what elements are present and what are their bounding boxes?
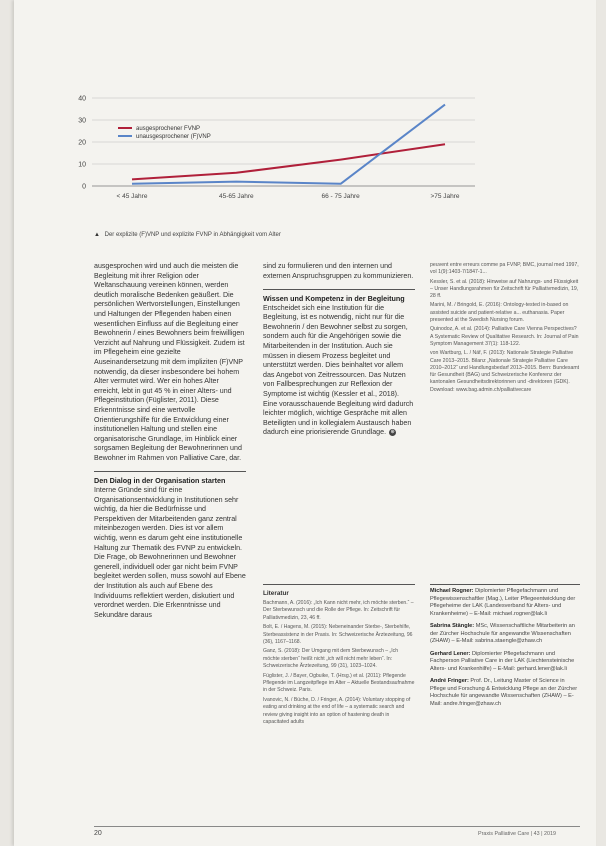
text-column-1: [94, 262, 246, 620]
author-text: Diplomierter Pflegefachmann und Fachperson Palliative Care in der LAK (Liechtensteinische Alters- und Krankenhilfe) – E-Mail: gerhard.lener@lak.li: [430, 650, 575, 672]
author-text: MSc, Wissenschaftliche Mitarbeiterin an der Zürcher Hochschule für angewandte Wissenschaften (ZHAW) – E-Mail: sabrina.staengle@zhaw.ch: [430, 623, 575, 644]
section-rule: [430, 584, 580, 585]
section-rule: [263, 584, 415, 585]
footer-rule: [94, 826, 580, 827]
journal-name: Praxis Palliative Care | 43 | 2019: [477, 831, 556, 837]
page-number: 20: [94, 830, 102, 837]
chart-svg: [70, 88, 490, 218]
x-tick-label: >75 Jahre: [430, 193, 460, 200]
author-name: Gerhard Lener:: [430, 650, 471, 657]
y-tick-label: 0: [82, 183, 86, 191]
section-rule: [263, 289, 415, 290]
document-page: [14, 0, 596, 846]
author-info: [430, 584, 580, 713]
author-text: Diplomierter Pflegefachmann und Pflegewissenschaftler (Mag.), Leiter Pflegeentwicklung der Pflegeheime der LAK (Landesverband für Alters- und Krankenheime) – E-Mail: michael.rogner@lak.li: [430, 588, 576, 617]
line-chart: [70, 88, 490, 218]
author-entry: [430, 651, 580, 674]
reference-entry: Kessler, S. et al. (2018): Hinweise auf Nahrungs- und Flüssigkeit – Unser Handlungsrahmen für Zeitschrift für Palliativmedizin, 19, 28 ff.: [430, 278, 579, 300]
legend-label: unausgesprochener (F)VNP: [136, 134, 211, 141]
section-heading-knowledge: Wissen und Kompetenz in der Begleitung: [263, 294, 405, 304]
section-heading-dialog: Den Dialog in der Organisation starten: [94, 476, 226, 486]
literature-entry: Ivanovic, N. / Büche, D. / Fringer, A. (2014): Voluntary stopping of eating and drinking at the end of life – a systematic search and review giving insight into an option of hastening death in capacitated adults: [263, 696, 411, 726]
text-column-2: [263, 262, 415, 438]
chart-series: [132, 105, 445, 184]
literature-section: [263, 584, 415, 729]
reference-entry: peuvent entre erreurs comme pa FVNP, BMC, journal med 1997, vol 1(9):1403-7/1847-1...: [430, 262, 579, 276]
author-entry: [430, 678, 580, 708]
paragraph: Interne Gründe sind für eine Organisationsentwicklung in Institutionen sehr wichtig, da hier die Bedürfnisse und Perspektiven der Mitarbeitenden ganz zentral miteinbezogen werden. Dies ist vor allem wichtig, wenn es darum geht eine institutionelle Haltung zur Thematik des FVNP zu entwickeln. Die Frage, ob Bewohnerinnen und Bewohner generell, individuell oder gar nicht beim FVNP begleitet werden sollen, muss sowohl auf Ebene der Institution als auch auf Ebene des Individuums reflektiert werden, diskutiert und verordnet werden. Die Erkenntnisse und Sekundäre daraus: [94, 485, 246, 619]
chart-legend: [118, 126, 211, 140]
y-tick-label: 20: [78, 139, 86, 147]
literature-heading: Literatur: [263, 590, 289, 597]
series-line-1: [132, 144, 445, 179]
y-tick-label: 10: [78, 161, 86, 169]
x-tick-label: 45-65 Jahre: [218, 193, 254, 200]
series-line-2: [132, 105, 445, 184]
legend-label: ausgesprochener FVNP: [136, 126, 201, 133]
caption-marker: ▲: [94, 232, 100, 238]
literature-entry: Füglister, J. / Bayer, Ogbuike, T. (Hrsg.) et al. (2011): Pflegende Pflegende im Langzeitpflege im Alter – Aktuelle Bestandsaufnahme in der Schweiz. Paris.: [263, 672, 415, 694]
y-tick-labels: [78, 96, 86, 191]
caption-text: Der explizite (F)VNP und explizite FVNP in Abhängigkeit vom Alter: [104, 232, 281, 238]
x-tick-labels: [117, 193, 460, 200]
y-tick-label: 40: [78, 95, 86, 103]
reference-entry: von Wartburg, L. / Näf, F. (2013): Nationale Strategie Palliative Care 2013–2015. Bilanz „Nationale Strategie Palliative Care 2010–2012“ und Handlungsbedarf 2013–2015. Bern: Bundesamt für Gesundheit (BAG) und Schweizerische Konferenz der kantonalen Gesundheitsdirektorinnen und -direktoren (GDK). Download: www.bag.admin.ch/palliativecare: [430, 350, 580, 393]
paragraph: sind zu formulieren und den internen und externen Anspruchsgruppen zu kommunizieren.: [263, 262, 414, 280]
section-rule: [94, 471, 246, 472]
author-entry: [430, 588, 580, 618]
author-text: Prof. Dr., Leitung Master of Science in Pflege und Forschung & Entwicklung Pflege an der Zürcher Hochschule für angewandte Wissenschaften (ZHAW) – E-Mail: andre.fringer@zhaw.ch: [430, 678, 578, 707]
literature-entry: Bolt, E. / Hagens, M. (2015): Nebeneinander Sterbe-, Sterbehilfe, Sterbeassistenz in der Praxis. In: Schweizerische Ärztezeitung, 96 (36), 1167–1168.: [263, 624, 413, 646]
author-name: Michael Rogner:: [430, 588, 474, 594]
reference-entry: Quinodoz, A. et al. (2014): Palliative Care Vienna Perspectives? A Systematic Review of Qualitative Research. In: Journal of Pain Symptom Management 37(1): 118-122.: [430, 326, 579, 347]
x-tick-label: 66 - 75 Jahre: [321, 193, 360, 200]
reference-entry: Marini, M. / Bringold, E. (2016): Ontology-tested in-based on assisted suicide and patient-relative a... euthanasia. Paper presented at the Swedish Nursing forum.: [430, 302, 569, 324]
literature-entry: Bachmann, A. (2016): „Ich Kann nicht mehr, ich möchte sterben.“ – Der Sterbewunsch und die Rolle der Pflege. In: Zeitschrift für Palliativmedizin, 23, 46 ff.: [263, 600, 414, 621]
chart-grid: [92, 98, 475, 186]
paragraph-text: Entscheidet sich eine Institution für die Begleitung, ist es notwendig, nicht nur für die Bewohnerin / den Bewohner selbst zu sorgen, sondern auch für die Angehörigen sowie die Mitarbeitenden in der Institution. Auch sie müssen in diesem Prozess begleitet und unterstützt werden. Dies beinhaltet vor allem das Angebot von Zeitressourcen. Das Nutzen von Fallbesprechungen zur Reflexion der Symptome ist wichtig (Kessler et al., 2018). Eine vorausschauende Begleitung wird dadurch leichter möglich, wichtige Gespräche mit allen Beteiligten und in kollegialem Austausch haben dadurch eine priorisierende Grundlage.: [263, 303, 414, 437]
reference-column: [430, 262, 580, 396]
author-name: Sabrina Stängle:: [430, 623, 475, 629]
author-name: André Fringer:: [430, 678, 469, 684]
author-entry: [430, 623, 580, 646]
x-tick-label: < 45 Jahre: [116, 193, 148, 200]
y-tick-label: 30: [78, 117, 86, 125]
literature-entry: Ganz, S. (2018): Der Umgang mit dem Sterbewunsch – „Ich möchte sterben“ heißt nicht „ich will nicht mehr leben“. In: Schweizerische Ärztezeitung, 99 (31), 1023–1024.: [263, 648, 399, 670]
paragraph: ausgesprochen wird und auch die meisten die Begleitung mit ihrer Religion oder Weltanschauung vereinen können, werden deutlich moralische Bedenken geäußert. Die persönlichen Wertvorstellungen, Einstellungen und Haltungen der Pflegenden haben einen wesentlichen Einfluss auf die Begleitung einer Bewohnerin / eines Bewohners beim freiwilligen Verzicht auf Nahrung und Flüssigkeit. Zudem ist im Pflegeheim eine gezielte Auseinandersetzung mit dem impliziten (F)VNP notwendig, da dieser insbesondere bei hohem Alter vermutet wird. Wer ein hohes Alter erreicht, lebt in gut 45 % in einer Alters- und Pflegeinstitution (Füglister, 2011). Diese Erkenntnisse sind eine wertvolle Orientierungshilfe für die Entwicklung einer institutionellen Haltung und stellen eine organisatorische Grundlage, im Hinblick einer sorgsamen Begleitung der Bewohnerinnen und Bewohner im Rahmen von Palliative Care, dar.: [94, 262, 245, 462]
figure-caption: [94, 232, 534, 238]
paragraph: [263, 304, 415, 438]
end-of-article-icon: ⊕: [390, 429, 395, 436]
